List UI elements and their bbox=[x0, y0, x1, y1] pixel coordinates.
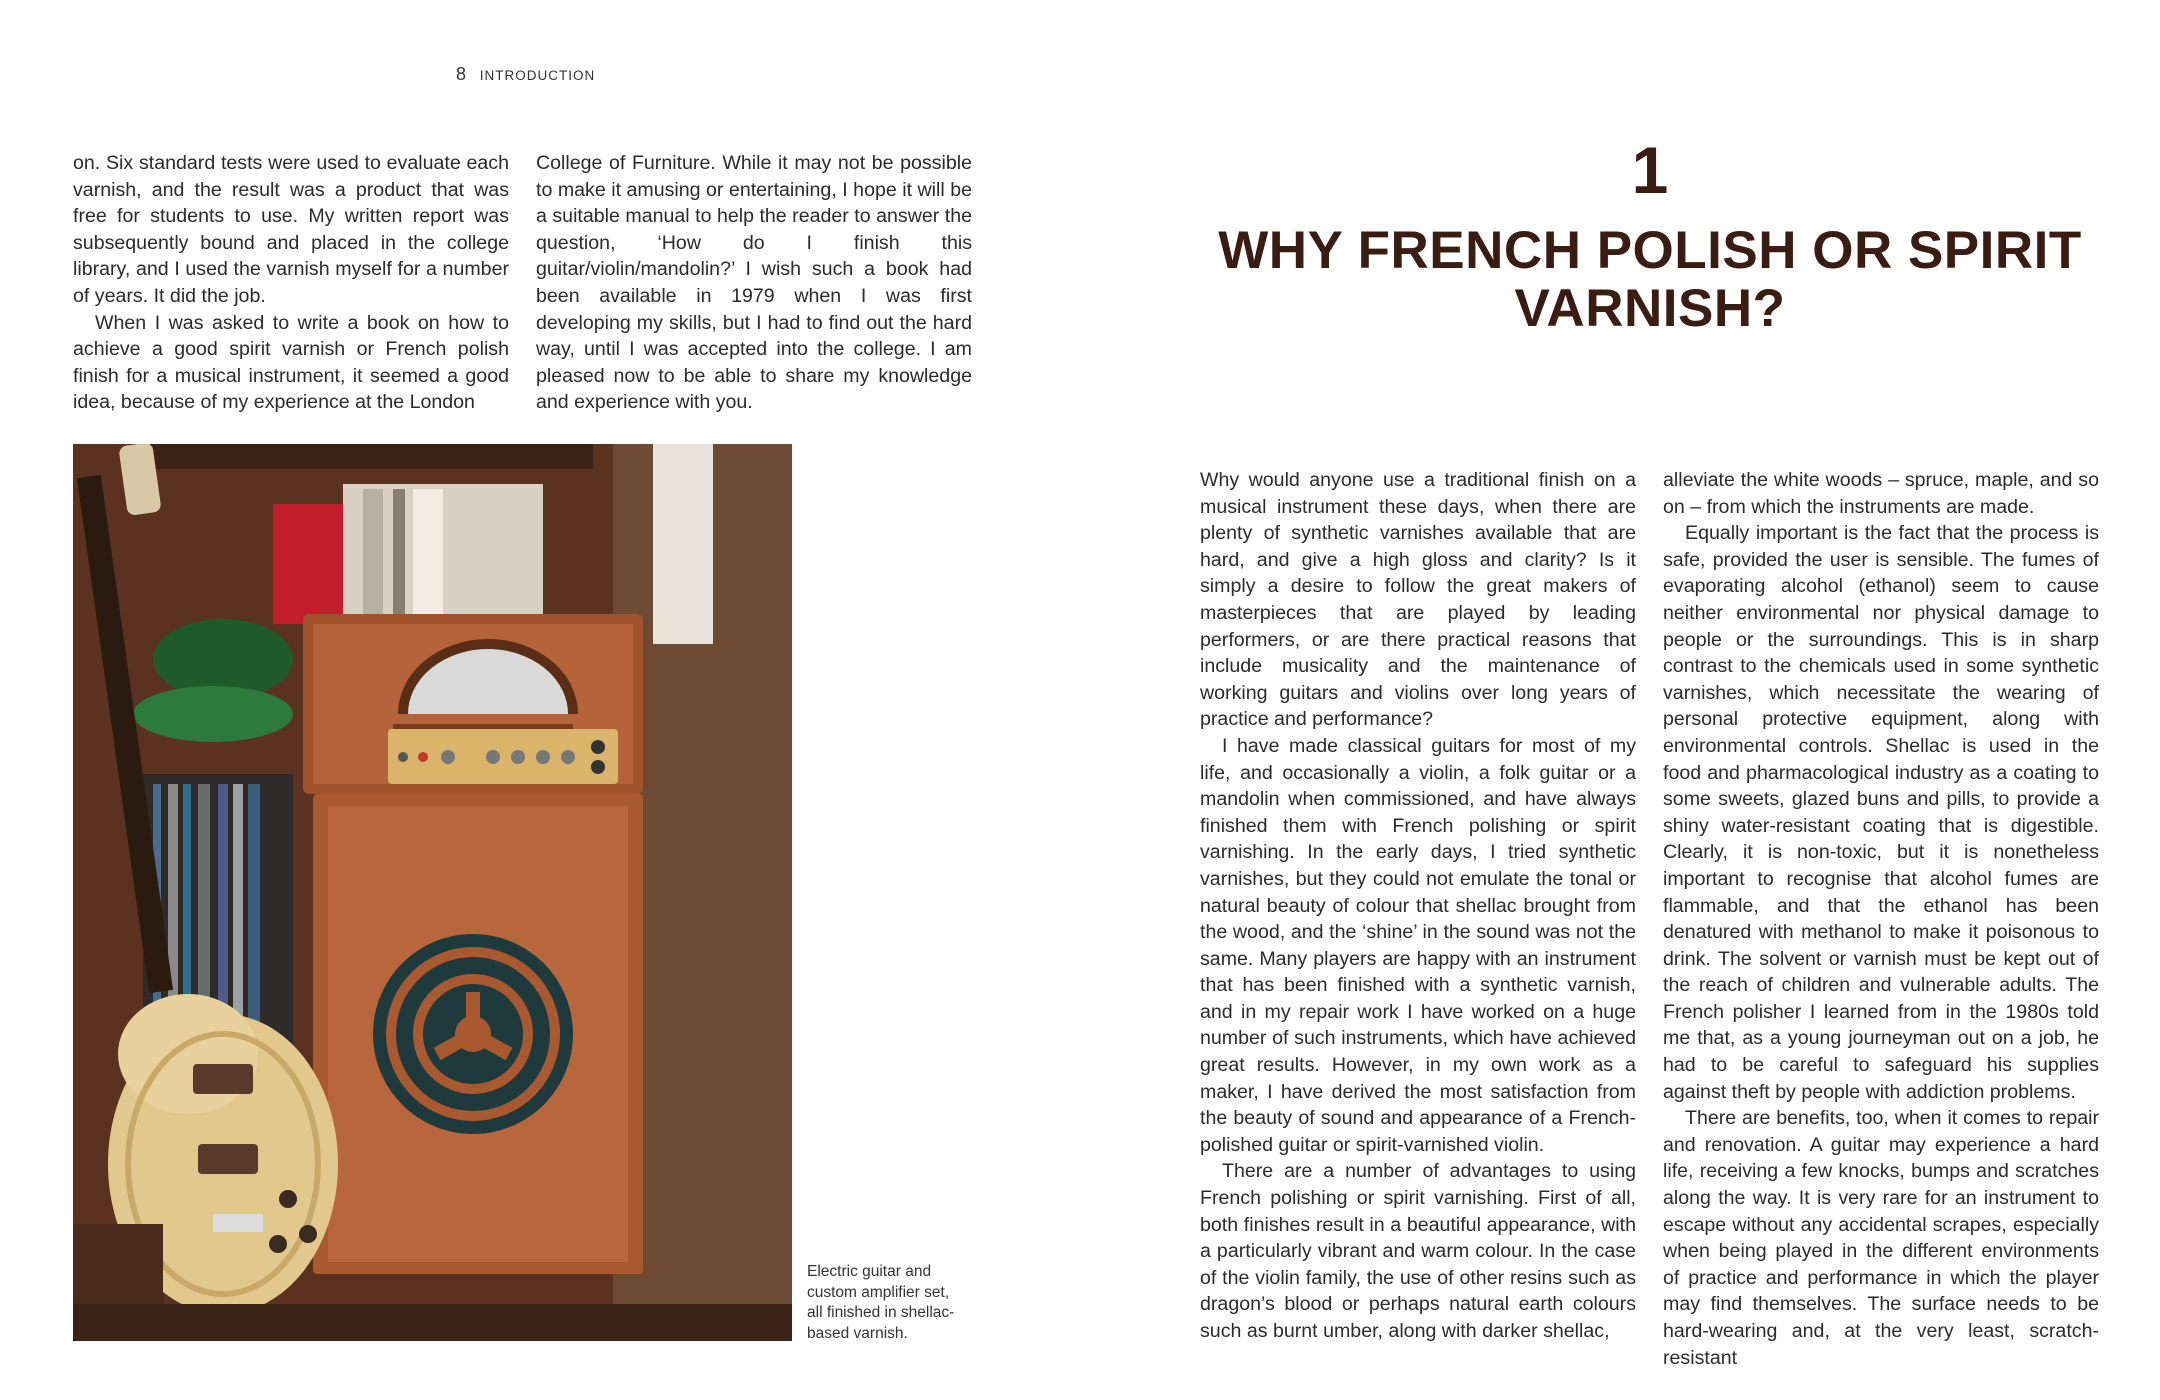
paragraph: When I was asked to write a book on how to achieve a good spirit varnish or French polish finish for a musical instrument, it seemed a good idea, because of my experience at the London bbox=[73, 311, 509, 414]
paragraph: College of Furniture. While it may not be possible to make it amusing or entertaining, I hope it will be a suitable manual to help the reader to answer the question, ‘How do I finish this guitar/violin/mandolin?’ I wish such a book had been available in 1979 when I was first developing my skills, but I had to find out the hard way, until I was accepted into the college. I am pleased now to be able to share my knowledge and experience with you. bbox=[536, 152, 972, 414]
guitar-amplifier-photo bbox=[73, 444, 792, 1341]
chapter-number: 1 bbox=[1631, 133, 1669, 207]
paragraph: Why would anyone use a traditional finish on a musical instrument these days, when there are plenty of synthetic varnishes available that are hard, and give a high gloss and clarity? Is it simply a desire to follow the great makers of masterpieces that are played by leading performers, or are there practical reasons that include musicality and the maintenance of working guitars and violins over long years of practice and performance? bbox=[1200, 469, 1636, 731]
chapter-title: WHY FRENCH POLISH OR SPIRIT VARNISH? bbox=[1218, 221, 2082, 338]
paragraph: Equally important is the fact that the process is safe, provided the user is sensible. The fumes of evaporating alcohol (ethanol) seem to cause neither environmental nor physical damage to people or the surroundings. This is in sharp contrast to the chemicals used in some synthetic varnishes, which necessitate the wearing of personal protective equipment, along with environmental controls. Shellac is used in the food and pharmacological industry as a coating to some sweets, glazed buns and pills, to provide a shiny water-resistant coating that is digestible. Clearly, it is non-toxic, but it is nonetheless important to recognise that alcohol fumes are flammable, and that the ethanol has been denatured with methanol to make it poisonous to drink. The solvent or varnish must be kept out of the reach of children and vulnerable adults. The French polisher I learned from in the 1980s told me that, as a young journeyman out on a job, he had to be careful to safeguard his supplies against theft by people with addiction problems. bbox=[1663, 522, 2099, 1103]
paragraph: There are benefits, too, when it comes to repair and renovation. A guitar may experience a hard life, receiving a few knocks, bumps and scratches along the way. It is very rare for an instrument to escape without any accidental scrapes, especially when being played in the different environments of practice and performance in which the player may find themselves. The surface needs to be hard-wearing and, at the very least, scratch-resistant bbox=[1663, 1107, 2099, 1369]
paragraph: alleviate the white woods – spruce, maple, and so on – from which the instruments are made. bbox=[1663, 469, 2099, 518]
right-page-column-2 bbox=[1663, 467, 2099, 1371]
right-page-column-1 bbox=[1200, 467, 1636, 1345]
running-head bbox=[456, 64, 595, 85]
section-title: INTRODUCTION bbox=[479, 68, 596, 83]
left-page-column-2 bbox=[536, 150, 972, 416]
photo-caption: Electric guitar and custom amplifier set, all finished in shellac-based varnish. bbox=[807, 1263, 955, 1342]
photo-illustration bbox=[73, 444, 792, 1341]
left-page-column-1 bbox=[73, 150, 509, 416]
paragraph: There are a number of advantages to using French polishing or spirit varnishing. First of all, both finishes result in a beautiful appearance, with a particularly vibrant and warm colour. In the case of the violin family, the use of other resins such as dragon’s blood or perhaps natural earth colours such as burnt umber, along with darker shellac, bbox=[1200, 1160, 1636, 1342]
paragraph: on. Six standard tests were used to evaluate each varnish, and the result was a product that was free for students to use. My written report was subsequently bound and placed in the college library, and I used the varnish myself for a number of years. It did the job. bbox=[73, 152, 509, 307]
page-number: 8 bbox=[456, 64, 467, 84]
paragraph: I have made classical guitars for most of my life, and occasionally a violin, a folk guitar or a mandolin when commissioned, and have always finished them with French polishing or spirit varnishing. In the early days, I tried synthetic varnishes, but they could not emulate the tonal or natural beauty of colour that shellac brought from the wood, and the ‘shine’ in the sound was not the same. Many players are happy with an instrument that has been finished with a synthetic varnish, and in my repair work I have worked on a huge number of such instruments, which have achieved great results. However, in my own work as a maker, I have derived the most satisfaction from the beauty of sound and appearance of a French-polished guitar or spirit-varnished violin. bbox=[1200, 734, 1636, 1156]
